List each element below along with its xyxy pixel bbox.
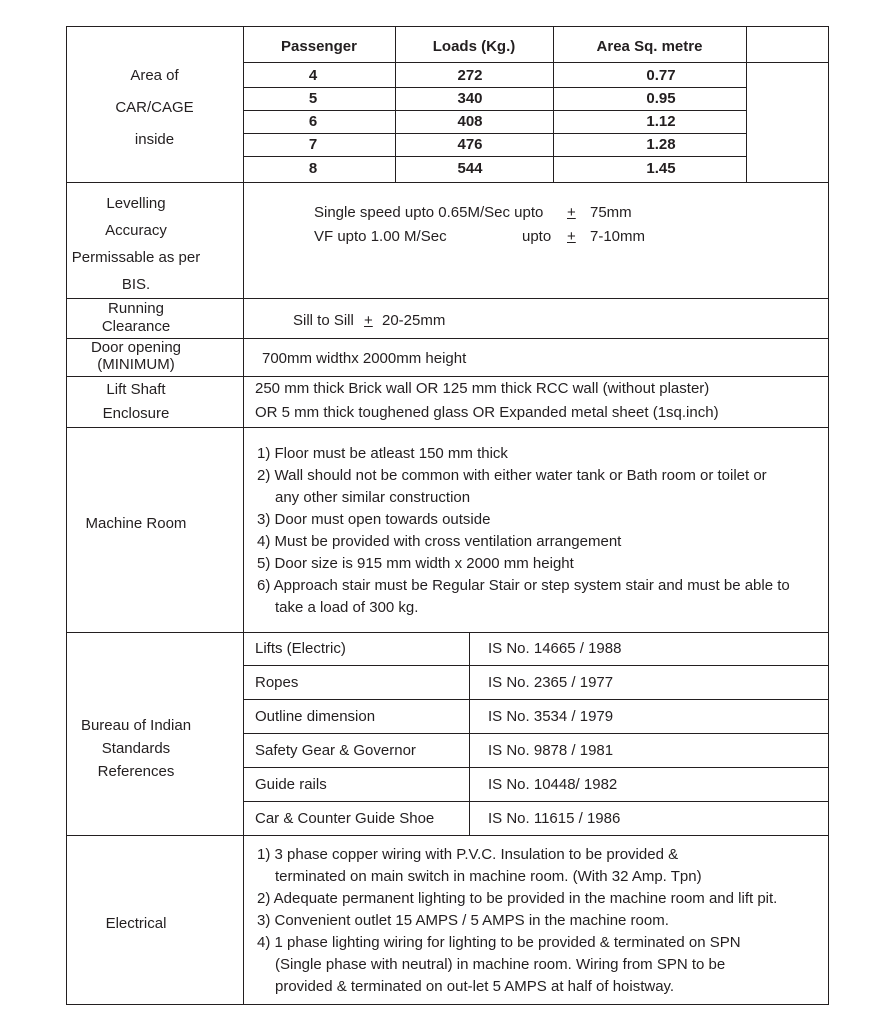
levelling-value-2: 7-10mm (590, 228, 646, 245)
label-line: Accuracy (105, 222, 167, 239)
levelling-line-1: Single speed upto 0.65M/Sec upto (314, 204, 544, 221)
running-clearance-value: 20-25mm (382, 312, 446, 329)
plus-minus-symbol: + (364, 312, 373, 329)
label-line: Bureau of Indian (80, 717, 192, 734)
bis-item: Guide rails (255, 776, 327, 793)
label-line: (MINIMUM) (97, 356, 175, 373)
machine-room-line: 3) Door must open towards outside (257, 511, 491, 528)
running-clearance-label (66, 300, 206, 336)
label-line: BIS. (121, 276, 151, 293)
table-cell: 0.77 (646, 67, 676, 84)
label-line: Door opening (90, 339, 182, 356)
machine-room-line: 4) Must be provided with cross ventilation arrangement (257, 533, 622, 550)
row-divider (243, 767, 829, 768)
electrical-line: (Single phase with neutral) in machine room. Wiring from SPN to be (275, 956, 726, 973)
header-area: Area Sq. metre (596, 38, 703, 55)
bis-item: Outline dimension (255, 708, 376, 725)
door-opening-label (66, 339, 206, 373)
machine-room-line: 6) Approach stair must be Regular Stair or step system stair and must be able to (257, 577, 790, 594)
table-cell: 5 (308, 90, 318, 107)
levelling-line-2: VF upto 1.00 M/Sec (314, 228, 447, 245)
bis-item: Car & Counter Guide Shoe (255, 810, 435, 827)
row-divider (243, 699, 829, 700)
section-divider (66, 427, 829, 428)
label-line: inside (134, 131, 175, 148)
levelling-upto: upto (522, 228, 552, 245)
row-divider (243, 87, 746, 88)
label-line: Enclosure (102, 405, 170, 422)
bis-code: IS No. 2365 / 1977 (488, 674, 614, 691)
table-cell: 408 (457, 113, 483, 130)
table-cell: 1.45 (646, 160, 676, 177)
electrical-label: Electrical (105, 915, 167, 932)
lift-shaft-line-2: OR 5 mm thick toughened glass OR Expanded metal sheet (1sq.inch) (255, 404, 719, 421)
label-line: Running (108, 300, 164, 317)
table-cell: 0.95 (646, 90, 676, 107)
table-cell: 4 (308, 67, 318, 84)
bis-code: IS No. 11615 / 1986 (488, 810, 621, 827)
bis-code: IS No. 3534 / 1979 (488, 708, 614, 725)
label-line: Area of (130, 67, 179, 84)
machine-room-line: take a load of 300 kg. (275, 599, 419, 616)
bis-item: Lifts (Electric) (255, 640, 346, 657)
header-divider (243, 62, 829, 63)
plus-minus-symbol: + (567, 228, 576, 245)
section-divider (66, 835, 829, 836)
table-cell: 544 (457, 160, 483, 177)
row-divider (243, 133, 746, 134)
label-line: Lift Shaft (106, 381, 166, 398)
machine-room-label: Machine Room (85, 515, 187, 532)
section-divider (66, 298, 829, 299)
table-cell: 6 (308, 113, 318, 130)
machine-room-line: any other similar construction (275, 489, 471, 506)
table-cell: 272 (457, 67, 483, 84)
car-area-label (66, 60, 243, 156)
header-passenger: Passenger (281, 38, 357, 55)
bis-item: Ropes (255, 674, 299, 691)
bis-label (66, 714, 206, 783)
plus-minus-symbol: + (567, 204, 576, 221)
electrical-line: terminated on main switch in machine room. (With 32 Amp. Tpn) (275, 868, 702, 885)
header-loads: Loads (Kg.) (432, 38, 516, 55)
bis-code: IS No. 9878 / 1981 (488, 742, 614, 759)
table-cell: 476 (457, 136, 483, 153)
levelling-value-1: 75mm (590, 204, 632, 221)
door-opening-text: 700mm widthx 2000mm height (262, 350, 467, 367)
bis-code: IS No. 10448/ 1982 (488, 776, 618, 793)
electrical-line: 4) 1 phase lighting wiring for lighting to be provided & terminated on SPN (257, 934, 741, 951)
levelling-label (66, 190, 206, 298)
section-divider (66, 182, 829, 183)
label-line: Clearance (101, 318, 171, 335)
row-divider (243, 733, 829, 734)
electrical-line: 1) 3 phase copper wiring with P.V.C. Insulation to be provided & (257, 846, 679, 863)
lift-shaft-line-1: 250 mm thick Brick wall OR 125 mm thick RCC wall (without plaster) (255, 380, 710, 397)
bis-item: Safety Gear & Governor (255, 742, 416, 759)
table-cell: 8 (308, 160, 318, 177)
electrical-line: 3) Convenient outlet 15 AMPS / 5 AMPS in the machine room. (257, 912, 669, 929)
electrical-line: 2) Adequate permanent lighting to be provided in the machine room and lift pit. (257, 890, 778, 907)
bis-code: IS No. 14665 / 1988 (488, 640, 622, 657)
label-line: Levelling (106, 195, 166, 212)
label-line: Standards (101, 740, 171, 757)
row-divider (243, 801, 829, 802)
label-line: CAR/CAGE (115, 99, 194, 116)
table-cell: 1.28 (646, 136, 676, 153)
running-clearance-text: Sill to Sill (293, 312, 354, 329)
machine-room-line: 2) Wall should not be common with either water tank or Bath room or toilet or (257, 467, 767, 484)
machine-room-line: 5) Door size is 915 mm width x 2000 mm height (257, 555, 574, 572)
electrical-line: provided & terminated on out-let 5 AMPS at half of hoistway. (275, 978, 675, 995)
label-line: Permissable as per (71, 249, 201, 266)
row-divider (243, 665, 829, 666)
table-cell: 7 (308, 136, 318, 153)
lift-shaft-label (66, 378, 206, 426)
label-line: References (97, 763, 175, 780)
table-cell: 340 (457, 90, 483, 107)
row-divider (243, 110, 746, 111)
table-cell: 1.12 (646, 113, 676, 130)
section-divider (66, 376, 829, 377)
row-divider (243, 156, 746, 157)
section-divider (66, 632, 829, 633)
machine-room-line: 1) Floor must be atleast 150 mm thick (257, 445, 508, 462)
